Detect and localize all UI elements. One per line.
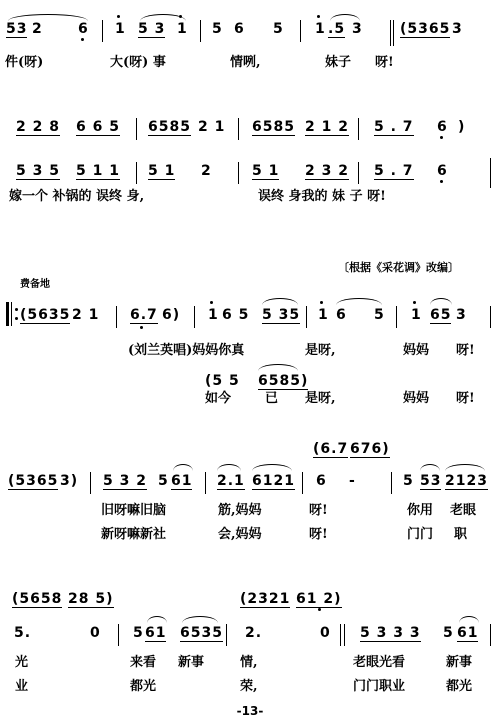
- slur: [262, 298, 298, 305]
- note-group: 6: [336, 307, 347, 323]
- lyric-text: 件(呀): [5, 55, 44, 70]
- note-group: 5: [403, 473, 414, 489]
- note-group: 1: [177, 21, 188, 37]
- slur: [430, 298, 452, 305]
- note-group: 2: [32, 21, 43, 37]
- note-group: 3: [456, 307, 467, 323]
- note-group: 61: [457, 625, 479, 641]
- barline: [136, 162, 137, 184]
- slur: [420, 464, 440, 471]
- note-group: -: [349, 473, 356, 489]
- note-group: 6 6 5: [76, 119, 120, 135]
- note-group: 5: [374, 307, 385, 323]
- barline: [358, 162, 359, 184]
- slur: [258, 364, 298, 371]
- note-group: 28 5): [68, 591, 114, 607]
- note-group: 3: [352, 21, 363, 37]
- note-group: 6585: [148, 119, 191, 135]
- upper-dot: [117, 15, 120, 18]
- lyric-text: 如今: [205, 391, 232, 406]
- slur: [173, 464, 193, 471]
- note-group: 5.: [14, 625, 32, 641]
- note-group: 1: [208, 307, 219, 323]
- lyric-text: 你用: [407, 503, 434, 518]
- slur: [217, 464, 241, 471]
- lower-dot: [318, 608, 321, 611]
- lyric-text: 门门职业: [353, 679, 406, 694]
- note-group: 5: [212, 21, 223, 37]
- lyric-text: 大(呀) 事: [110, 55, 166, 70]
- note-group: 5 3: [138, 21, 166, 37]
- note-group: 2.: [245, 625, 263, 641]
- note-group: 5 35: [262, 307, 301, 323]
- note-group: 5 . 7: [374, 119, 414, 135]
- slur: [252, 464, 292, 471]
- note-group: 1: [115, 21, 126, 37]
- barline: [205, 472, 206, 494]
- slur: [330, 14, 360, 21]
- note-group: 2 3 2: [305, 163, 349, 179]
- note-group: 6): [162, 307, 181, 323]
- lyric-text: 呀!: [375, 55, 394, 70]
- note-group: 5: [158, 473, 169, 489]
- lyric-text: 会,妈妈: [218, 527, 262, 542]
- barline: [118, 624, 119, 646]
- barline: [226, 624, 227, 646]
- slur: [336, 298, 382, 305]
- lyric-text: 都光: [130, 679, 157, 694]
- lower-dot: [440, 136, 443, 139]
- lyric-text: 光: [15, 655, 29, 670]
- note-group: (5365: [400, 21, 451, 37]
- lyric-text: 来看: [130, 655, 157, 670]
- barline: [102, 20, 103, 42]
- note-group: 6535: [180, 625, 223, 641]
- note-group: 6585): [258, 373, 309, 389]
- note-group: 2.1: [217, 473, 245, 489]
- slur: [459, 616, 479, 623]
- note-group: 65: [430, 307, 452, 323]
- lyric-text: 呀!: [309, 503, 328, 518]
- note-group: 6585: [252, 119, 295, 135]
- lyric-text: 呀!: [456, 343, 475, 358]
- note-group: (5365: [8, 473, 59, 489]
- note-group: 61: [145, 625, 167, 641]
- barline: [306, 306, 307, 328]
- barline: [344, 624, 345, 646]
- barline: [340, 624, 341, 646]
- lyric-text: 新呀嘛新社: [101, 527, 167, 542]
- lyric-text: 是呀,: [305, 343, 336, 358]
- upper-dot: [210, 301, 213, 304]
- lyric-text: 业: [15, 679, 29, 694]
- note-group: 5: [133, 625, 144, 641]
- note-group: 5 3 3 3: [360, 625, 421, 641]
- slur: [445, 464, 485, 471]
- lyric-text: 新事: [178, 655, 205, 670]
- note-group: 2 2 8: [16, 119, 60, 135]
- note-group: 5 1 1: [76, 163, 120, 179]
- note-group: 2 1: [72, 307, 100, 323]
- note-group: 0: [320, 625, 331, 641]
- barline: [238, 118, 239, 140]
- barline: [200, 20, 201, 42]
- note-group: 676): [350, 441, 390, 457]
- lyric-text: 职: [454, 527, 468, 542]
- lower-dot: [81, 38, 84, 41]
- note-group: 1: [318, 307, 329, 323]
- note-group: 5 3 2: [103, 473, 147, 489]
- adaptation-credit: 〔根据《采花调》改编〕: [338, 261, 459, 274]
- lyric-text: 已: [265, 391, 279, 406]
- note-group: 3): [60, 473, 79, 489]
- upper-dot: [413, 301, 416, 304]
- note-group: 6: [234, 21, 245, 37]
- note-group: 2 1: [198, 119, 226, 135]
- page-number: -13-: [236, 704, 264, 718]
- barline: [238, 162, 239, 184]
- note-group: 2 1 2: [305, 119, 349, 135]
- note-group: 53: [6, 21, 28, 37]
- lyric-text: 是呀,: [305, 391, 336, 406]
- note-group: 6.7: [130, 307, 158, 323]
- note-group: ): [458, 119, 466, 135]
- barline: [490, 624, 491, 646]
- note-group: 5 . 7: [374, 163, 414, 179]
- note-group: 61 2): [296, 591, 342, 607]
- barline: [358, 118, 359, 140]
- barline: [490, 158, 491, 188]
- note-group: 0: [90, 625, 101, 641]
- note-group: (5 5: [205, 373, 240, 389]
- barline: [194, 306, 195, 328]
- upper-dot: [320, 301, 323, 304]
- note-group: 6 5: [222, 307, 250, 323]
- lyric-text: 呀!: [456, 391, 475, 406]
- note-group: 6: [316, 473, 327, 489]
- barline: [116, 306, 117, 328]
- note-group: 6: [437, 119, 448, 135]
- slur: [8, 14, 88, 21]
- note-group: (6.7: [313, 441, 349, 457]
- slur: [147, 616, 167, 623]
- note-group: 61: [171, 473, 193, 489]
- note-group: 1: [411, 307, 422, 323]
- lyric-text: 荣,: [240, 679, 258, 694]
- lyric-text: (刘兰英唱)妈妈你真: [128, 343, 245, 358]
- barline: [490, 306, 491, 328]
- lyric-text: 妈妈: [403, 343, 430, 358]
- note-group: 6121: [252, 473, 295, 489]
- lower-dot: [140, 326, 143, 329]
- lower-dot: [440, 180, 443, 183]
- note-group: (5658: [12, 591, 63, 607]
- barline: [90, 472, 91, 494]
- lyric-text: 都光: [446, 679, 473, 694]
- lyric-text: 情,: [240, 655, 258, 670]
- lyric-text: 筋,妈妈: [218, 503, 262, 518]
- lyric-text: 妈妈: [403, 391, 430, 406]
- lyric-text: 新事: [446, 655, 473, 670]
- note-group: 5: [443, 625, 454, 641]
- barline: [393, 20, 394, 46]
- barline: [300, 20, 301, 42]
- barline: [390, 20, 391, 46]
- section-marker: 费备地: [20, 279, 50, 290]
- lyric-text: 情咧,: [230, 55, 261, 70]
- lyric-text: 老眼: [450, 503, 477, 518]
- note-group: 2123: [445, 473, 488, 489]
- slur: [182, 616, 218, 623]
- lyric-text: 老眼光看: [353, 655, 406, 670]
- lyric-text: 门门: [407, 527, 434, 542]
- note-group: 5 3 5: [16, 163, 60, 179]
- lyric-text: 旧呀嘛旧脑: [101, 503, 167, 518]
- note-group: (2321: [240, 591, 291, 607]
- barline: [391, 472, 392, 494]
- barline: [302, 472, 303, 494]
- note-group: 5 1: [252, 163, 280, 179]
- upper-dot: [317, 15, 320, 18]
- note-group: 5 1: [148, 163, 176, 179]
- note-group: 3: [452, 21, 463, 37]
- note-group: 53: [420, 473, 442, 489]
- lyric-text: 妹子: [325, 55, 352, 70]
- barline: [136, 118, 137, 140]
- barline: [396, 306, 397, 328]
- note-group: 6: [437, 163, 448, 179]
- note-group: (5635: [20, 307, 71, 323]
- lyric-text: 嫁一个 补锅的 误终 身,: [9, 189, 145, 204]
- lyric-text: 呀!: [309, 527, 328, 542]
- note-group: .5: [328, 21, 346, 37]
- note-group: 5: [273, 21, 284, 37]
- upper-dot: [179, 15, 182, 18]
- note-group: 1: [315, 21, 326, 37]
- note-group: 6: [78, 21, 89, 37]
- note-group: 2: [201, 163, 212, 179]
- lyric-text: 误终 身我的 妹 子 呀!: [258, 189, 386, 204]
